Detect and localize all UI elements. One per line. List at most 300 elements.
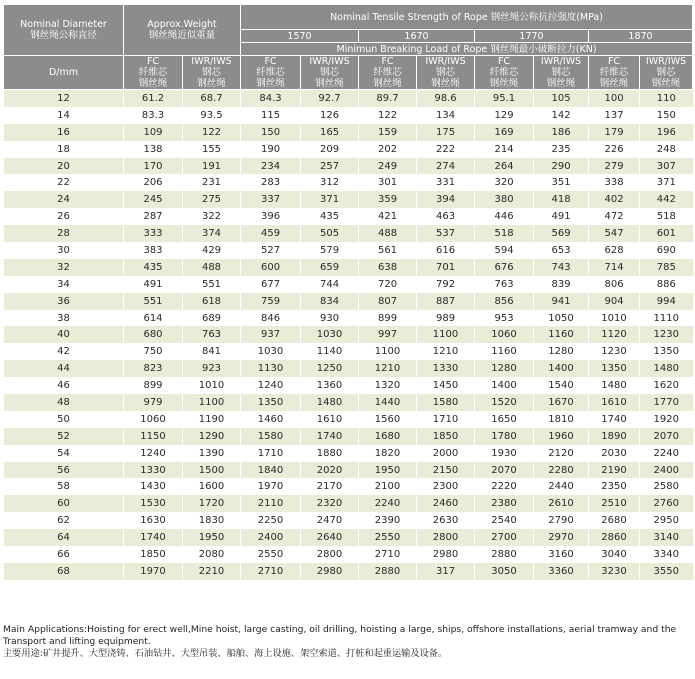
value-cell: 899 [124, 377, 183, 394]
value-cell: 1840 [241, 462, 301, 479]
rope-spec-table-container [3, 4, 692, 580]
table-row [4, 445, 693, 462]
value-cell: 763 [475, 276, 534, 293]
value-cell: 618 [183, 293, 241, 310]
value-cell: 1210 [359, 360, 417, 377]
iwr-core-label-line: IWR/IWS [191, 56, 232, 67]
fc-core-header [124, 56, 183, 90]
value-cell: 823 [124, 360, 183, 377]
value-cell: 3360 [534, 563, 589, 580]
value-cell: 551 [183, 276, 241, 293]
value-cell: 676 [475, 259, 534, 276]
value-cell: 2070 [475, 462, 534, 479]
value-cell: 841 [183, 343, 241, 360]
value-cell: 638 [359, 259, 417, 276]
value-cell: 488 [183, 259, 241, 276]
value-cell: 320 [475, 174, 534, 191]
value-cell: 2580 [640, 478, 693, 495]
value-cell: 169 [475, 124, 534, 141]
table-row [4, 529, 693, 546]
value-cell: 2630 [417, 512, 475, 529]
value-cell: 1880 [301, 445, 359, 462]
value-cell: 3140 [640, 529, 693, 546]
fc-core-label-line: FC [381, 56, 394, 67]
fc-core-header [241, 56, 301, 90]
value-cell: 923 [183, 360, 241, 377]
value-cell: 1280 [475, 360, 534, 377]
value-cell: 750 [124, 343, 183, 360]
value-cell: 2640 [301, 529, 359, 546]
iwr-core-label-line: 钢丝绳 [431, 78, 460, 89]
table-row [4, 158, 693, 175]
value-cell: 429 [183, 242, 241, 259]
value-cell: 527 [241, 242, 301, 259]
diameter-cell: 40 [4, 326, 124, 343]
iwr-core-header [534, 56, 589, 90]
iwr-core-label-line: 钢芯 [320, 67, 340, 78]
value-cell: 209 [301, 141, 359, 158]
value-cell: 1140 [301, 343, 359, 360]
value-cell: 2240 [640, 445, 693, 462]
value-cell: 1030 [241, 343, 301, 360]
table-row [4, 107, 693, 124]
value-cell: 2510 [589, 495, 640, 512]
value-cell: 371 [640, 174, 693, 191]
diameter-cell: 48 [4, 394, 124, 411]
value-cell: 518 [475, 225, 534, 242]
value-cell: 459 [241, 225, 301, 242]
iwr-core-label-line: IWR/IWS [309, 56, 350, 67]
value-cell: 659 [301, 259, 359, 276]
value-cell: 126 [301, 107, 359, 124]
value-cell: 129 [475, 107, 534, 124]
value-cell: 2550 [359, 529, 417, 546]
value-cell: 887 [417, 293, 475, 310]
value-cell: 551 [124, 293, 183, 310]
diameter-cell: 46 [4, 377, 124, 394]
iwr-core-label-line: 钢芯 [436, 67, 456, 78]
table-row [4, 462, 693, 479]
table-row [4, 428, 693, 445]
value-cell: 763 [183, 326, 241, 343]
value-cell: 150 [241, 124, 301, 141]
value-cell: 561 [359, 242, 417, 259]
table-row [4, 377, 693, 394]
diameter-cell: 26 [4, 208, 124, 225]
value-cell: 1890 [589, 428, 640, 445]
value-cell: 1850 [417, 428, 475, 445]
diameter-cell: 20 [4, 158, 124, 175]
table-row [4, 208, 693, 225]
value-cell: 1650 [475, 411, 534, 428]
value-cell: 312 [301, 174, 359, 191]
value-cell: 1970 [124, 563, 183, 580]
value-cell: 3230 [589, 563, 640, 580]
diameter-cell: 60 [4, 495, 124, 512]
value-cell: 1350 [589, 360, 640, 377]
value-cell: 569 [534, 225, 589, 242]
iwr-core-header [183, 56, 241, 90]
value-cell: 2550 [241, 546, 301, 563]
value-cell: 134 [417, 107, 475, 124]
value-cell: 2980 [301, 563, 359, 580]
value-cell: 904 [589, 293, 640, 310]
value-cell: 83.3 [124, 107, 183, 124]
value-cell: 206 [124, 174, 183, 191]
grade-1570-header: 1570 [241, 30, 359, 43]
diameter-cell: 58 [4, 478, 124, 495]
iwr-core-label-line: IWR/IWS [540, 56, 582, 67]
diameter-cell: 62 [4, 512, 124, 529]
value-cell: 287 [124, 208, 183, 225]
value-cell: 1830 [183, 512, 241, 529]
value-cell: 2190 [589, 462, 640, 479]
value-cell: 1680 [359, 428, 417, 445]
fc-core-label-line: 纤维芯 [373, 67, 402, 78]
value-cell: 1530 [124, 495, 183, 512]
value-cell: 1560 [359, 411, 417, 428]
value-cell: 155 [183, 141, 241, 158]
value-cell: 1670 [534, 394, 589, 411]
value-cell: 2000 [417, 445, 475, 462]
table-row [4, 90, 693, 107]
value-cell: 337 [241, 191, 301, 208]
iwr-core-label-line: 钢丝绳 [651, 78, 681, 89]
value-cell: 1740 [589, 411, 640, 428]
value-cell: 257 [301, 158, 359, 175]
fc-core-label-line: 纤维芯 [256, 67, 285, 78]
breaking-load-header: Minimun Breaking Load of Rope 钢丝绳最小破断拉力(KN) [241, 43, 693, 56]
value-cell: 222 [417, 141, 475, 158]
value-cell: 488 [359, 225, 417, 242]
value-cell: 839 [534, 276, 589, 293]
diameter-cell: 22 [4, 174, 124, 191]
value-cell: 1230 [589, 343, 640, 360]
value-cell: 759 [241, 293, 301, 310]
value-cell: 1950 [183, 529, 241, 546]
value-cell: 1250 [301, 360, 359, 377]
value-cell: 899 [359, 310, 417, 327]
value-cell: 1970 [241, 478, 301, 495]
value-cell: 1580 [417, 394, 475, 411]
value-cell: 2800 [301, 546, 359, 563]
fc-core-label-line: 纤维芯 [489, 67, 519, 78]
value-cell: 231 [183, 174, 241, 191]
diameter-cell: 12 [4, 90, 124, 107]
value-cell: 834 [301, 293, 359, 310]
value-cell: 1480 [589, 377, 640, 394]
value-cell: 1620 [640, 377, 693, 394]
value-cell: 159 [359, 124, 417, 141]
table-row [4, 326, 693, 343]
value-cell: 61.2 [124, 90, 183, 107]
iwr-core-label-line: 钢芯 [202, 67, 222, 78]
value-cell: 537 [417, 225, 475, 242]
value-cell: 1110 [640, 310, 693, 327]
value-cell: 1610 [301, 411, 359, 428]
value-cell: 3050 [475, 563, 534, 580]
value-cell: 1100 [359, 343, 417, 360]
value-cell: 1100 [417, 326, 475, 343]
value-cell: 421 [359, 208, 417, 225]
value-cell: 165 [301, 124, 359, 141]
value-cell: 505 [301, 225, 359, 242]
fc-core-label-line: 纤维芯 [138, 67, 168, 78]
iwr-core-label-line: 钢丝绳 [315, 78, 344, 89]
value-cell: 472 [589, 208, 640, 225]
value-cell: 953 [475, 310, 534, 327]
value-cell: 1160 [534, 326, 589, 343]
value-cell: 1360 [301, 377, 359, 394]
value-cell: 2240 [359, 495, 417, 512]
diameter-cell: 18 [4, 141, 124, 158]
value-cell: 714 [589, 259, 640, 276]
value-cell: 2250 [241, 512, 301, 529]
value-cell: 2970 [534, 529, 589, 546]
table-row [4, 141, 693, 158]
table-row [4, 124, 693, 141]
diameter-cell: 56 [4, 462, 124, 479]
value-cell: 1240 [241, 377, 301, 394]
value-cell: 1720 [183, 495, 241, 512]
value-cell: 142 [534, 107, 589, 124]
iwr-core-label-line: IWR/IWS [645, 56, 687, 67]
value-cell: 2100 [359, 478, 417, 495]
table-row [4, 495, 693, 512]
value-cell: 1400 [475, 377, 534, 394]
value-cell: 190 [241, 141, 301, 158]
value-cell: 2880 [359, 563, 417, 580]
value-cell: 491 [124, 276, 183, 293]
applications-text-en: Main Applications:Hoisting for erect well,Mine hoist, large casting, oil drilling, hoisting a large, ships, offshore installations, aerial tramway and the Transport and lifting equipment. [3, 624, 677, 647]
value-cell: 930 [301, 310, 359, 327]
value-cell: 93.5 [183, 107, 241, 124]
value-cell: 2110 [241, 495, 301, 512]
diameter-cell: 34 [4, 276, 124, 293]
value-cell: 150 [640, 107, 693, 124]
value-cell: 2300 [417, 478, 475, 495]
value-cell: 1350 [241, 394, 301, 411]
table-row [4, 394, 693, 411]
applications-notes [3, 624, 692, 660]
value-cell: 290 [534, 158, 589, 175]
value-cell: 279 [589, 158, 640, 175]
value-cell: 690 [640, 242, 693, 259]
value-cell: 2120 [534, 445, 589, 462]
value-cell: 1630 [124, 512, 183, 529]
value-cell: 1100 [183, 394, 241, 411]
value-cell: 402 [589, 191, 640, 208]
value-cell: 463 [417, 208, 475, 225]
value-cell: 594 [475, 242, 534, 259]
value-cell: 351 [534, 174, 589, 191]
table-body [4, 90, 693, 580]
value-cell: 518 [640, 208, 693, 225]
value-cell: 2400 [241, 529, 301, 546]
iwr-core-header [301, 56, 359, 90]
value-cell: 989 [417, 310, 475, 327]
value-cell: 846 [241, 310, 301, 327]
table-row [4, 512, 693, 529]
diameter-cell: 54 [4, 445, 124, 462]
value-cell: 579 [301, 242, 359, 259]
grade-1770-header: 1770 [475, 30, 589, 43]
fc-core-label-line: FC [146, 56, 160, 67]
iwr-core-label-line: 钢丝绳 [197, 78, 226, 89]
table-row [4, 259, 693, 276]
value-cell: 446 [475, 208, 534, 225]
value-cell: 1920 [640, 411, 693, 428]
diameter-cell: 28 [4, 225, 124, 242]
value-cell: 442 [640, 191, 693, 208]
value-cell: 264 [475, 158, 534, 175]
value-cell: 331 [417, 174, 475, 191]
value-cell: 2860 [589, 529, 640, 546]
value-cell: 743 [534, 259, 589, 276]
value-cell: 677 [241, 276, 301, 293]
rope-spec-table [3, 4, 693, 580]
value-cell: 2170 [301, 478, 359, 495]
value-cell: 98.6 [417, 90, 475, 107]
value-cell: 2320 [301, 495, 359, 512]
value-cell: 1930 [475, 445, 534, 462]
value-cell: 418 [534, 191, 589, 208]
value-cell: 2710 [359, 546, 417, 563]
value-cell: 1210 [417, 343, 475, 360]
approx-weight-label: Approx.Weight [147, 19, 217, 30]
value-cell: 95.1 [475, 90, 534, 107]
value-cell: 68.7 [183, 90, 241, 107]
value-cell: 1740 [124, 529, 183, 546]
value-cell: 202 [359, 141, 417, 158]
value-cell: 2380 [475, 495, 534, 512]
table-row [4, 276, 693, 293]
diameter-cell: 32 [4, 259, 124, 276]
value-cell: 274 [417, 158, 475, 175]
diameter-cell: 16 [4, 124, 124, 141]
table-row [4, 293, 693, 310]
value-cell: 1400 [534, 360, 589, 377]
value-cell: 2760 [640, 495, 693, 512]
table-row [4, 563, 693, 580]
table-row [4, 191, 693, 208]
diameter-cell: 42 [4, 343, 124, 360]
value-cell: 1350 [640, 343, 693, 360]
value-cell: 1290 [183, 428, 241, 445]
diameter-cell: 68 [4, 563, 124, 580]
value-cell: 994 [640, 293, 693, 310]
nominal-diameter-label-cn: 钢丝绳公称直径 [30, 30, 97, 41]
value-cell: 115 [241, 107, 301, 124]
value-cell: 1780 [475, 428, 534, 445]
value-cell: 2460 [417, 495, 475, 512]
value-cell: 92.7 [301, 90, 359, 107]
value-cell: 338 [589, 174, 640, 191]
value-cell: 547 [589, 225, 640, 242]
value-cell: 1060 [124, 411, 183, 428]
value-cell: 491 [534, 208, 589, 225]
value-cell: 628 [589, 242, 640, 259]
value-cell: 1050 [534, 310, 589, 327]
value-cell: 1460 [241, 411, 301, 428]
value-cell: 301 [359, 174, 417, 191]
value-cell: 110 [640, 90, 693, 107]
value-cell: 2150 [417, 462, 475, 479]
diameter-cell: 24 [4, 191, 124, 208]
value-cell: 2390 [359, 512, 417, 529]
value-cell: 245 [124, 191, 183, 208]
value-cell: 2280 [534, 462, 589, 479]
value-cell: 886 [640, 276, 693, 293]
value-cell: 2210 [183, 563, 241, 580]
iwr-core-label-line: 钢芯 [656, 67, 676, 78]
value-cell: 1960 [534, 428, 589, 445]
value-cell: 1150 [124, 428, 183, 445]
value-cell: 1230 [640, 326, 693, 343]
iwr-core-label-line: IWR/IWS [425, 56, 466, 67]
value-cell: 138 [124, 141, 183, 158]
value-cell: 1480 [640, 360, 693, 377]
value-cell: 89.7 [359, 90, 417, 107]
value-cell: 1480 [301, 394, 359, 411]
value-cell: 1010 [183, 377, 241, 394]
value-cell: 1330 [417, 360, 475, 377]
value-cell: 1820 [359, 445, 417, 462]
value-cell: 1160 [475, 343, 534, 360]
table-row [4, 546, 693, 563]
value-cell: 2070 [640, 428, 693, 445]
value-cell: 1390 [183, 445, 241, 462]
fc-core-label-line: 钢丝绳 [138, 78, 168, 89]
value-cell: 701 [417, 259, 475, 276]
value-cell: 1030 [301, 326, 359, 343]
value-cell: 3340 [640, 546, 693, 563]
fc-core-header [475, 56, 534, 90]
value-cell: 396 [241, 208, 301, 225]
diameter-cell: 36 [4, 293, 124, 310]
fc-core-label-line: FC [497, 56, 511, 67]
value-cell: 2700 [475, 529, 534, 546]
value-cell: 1850 [124, 546, 183, 563]
value-cell: 653 [534, 242, 589, 259]
value-cell: 1740 [301, 428, 359, 445]
value-cell: 170 [124, 158, 183, 175]
value-cell: 1190 [183, 411, 241, 428]
value-cell: 785 [640, 259, 693, 276]
value-cell: 175 [417, 124, 475, 141]
value-cell: 689 [183, 310, 241, 327]
value-cell: 1770 [640, 394, 693, 411]
value-cell: 1320 [359, 377, 417, 394]
approx-weight-label-cn: 钢丝绳近似重量 [148, 30, 216, 41]
fc-core-label-line: 纤维芯 [599, 67, 629, 78]
value-cell: 979 [124, 394, 183, 411]
value-cell: 806 [589, 276, 640, 293]
nominal-diameter-header [4, 5, 124, 56]
value-cell: 1710 [417, 411, 475, 428]
diameter-cell: 64 [4, 529, 124, 546]
value-cell: 226 [589, 141, 640, 158]
value-cell: 1330 [124, 462, 183, 479]
value-cell: 937 [241, 326, 301, 343]
value-cell: 2080 [183, 546, 241, 563]
value-cell: 1600 [183, 478, 241, 495]
value-cell: 2710 [241, 563, 301, 580]
value-cell: 2880 [475, 546, 534, 563]
fc-core-label-line: 钢丝绳 [256, 78, 285, 89]
value-cell: 380 [475, 191, 534, 208]
value-cell: 2350 [589, 478, 640, 495]
